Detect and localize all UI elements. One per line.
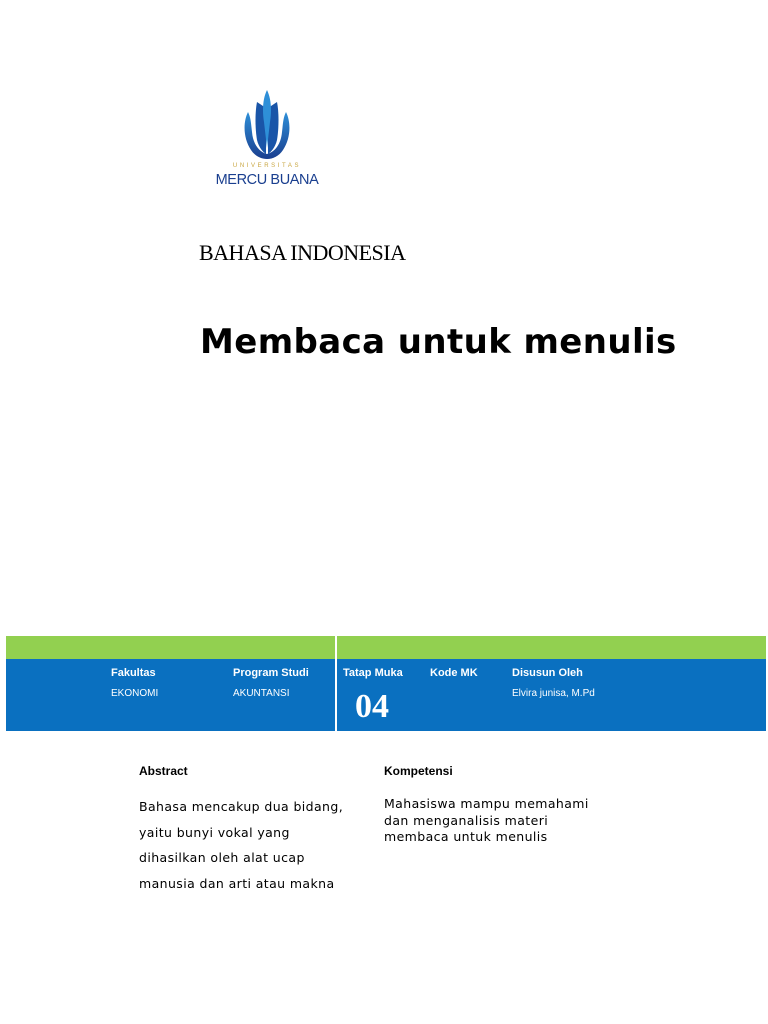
value-tatap-muka: 04 [355,688,389,725]
page-title: Membaca untuk menulis [200,322,677,362]
info-banner-divider [335,636,337,731]
abstract-line: yaitu bunyi vokal yang [139,824,290,840]
abstract-line: dihasilkan oleh alat ucap [139,850,305,865]
kompetensi-body [384,796,624,846]
header-kode-mk: Kode MK [430,667,478,679]
abstract-heading: Abstract [139,764,188,778]
flame-emblem-icon [199,88,335,164]
kompetensi-line: membaca untuk menulis [384,829,548,844]
logo-universitas-text: UNIVERSITAS [232,163,302,169]
kompetensi-line: Mahasiswa mampu memahami [384,796,589,811]
value-disusun-oleh: Elvira junisa, M.Pd [512,688,595,699]
value-program-studi: AKUNTANSI [233,688,290,699]
logo-name-text: MERCU BUANA [215,172,319,188]
abstract-body [139,794,379,896]
university-logo [199,88,335,194]
abstract-line: manusia dan arti atau makna [139,875,335,891]
header-disusun-oleh: Disusun Oleh [512,667,583,679]
value-fakultas: EKONOMI [111,688,159,699]
header-tatap-muka: Tatap Muka [343,667,403,679]
kompetensi-line: dan menganalisis materi [384,812,549,828]
kompetensi-heading: Kompetensi [384,764,453,778]
info-banner-green-bar [6,636,766,659]
abstract-line: Bahasa mencakup dua bidang, [139,799,344,814]
course-name: BAHASA INDONESIA [199,240,406,265]
header-fakultas: Fakultas [111,667,156,679]
header-program-studi: Program Studi [233,667,309,679]
